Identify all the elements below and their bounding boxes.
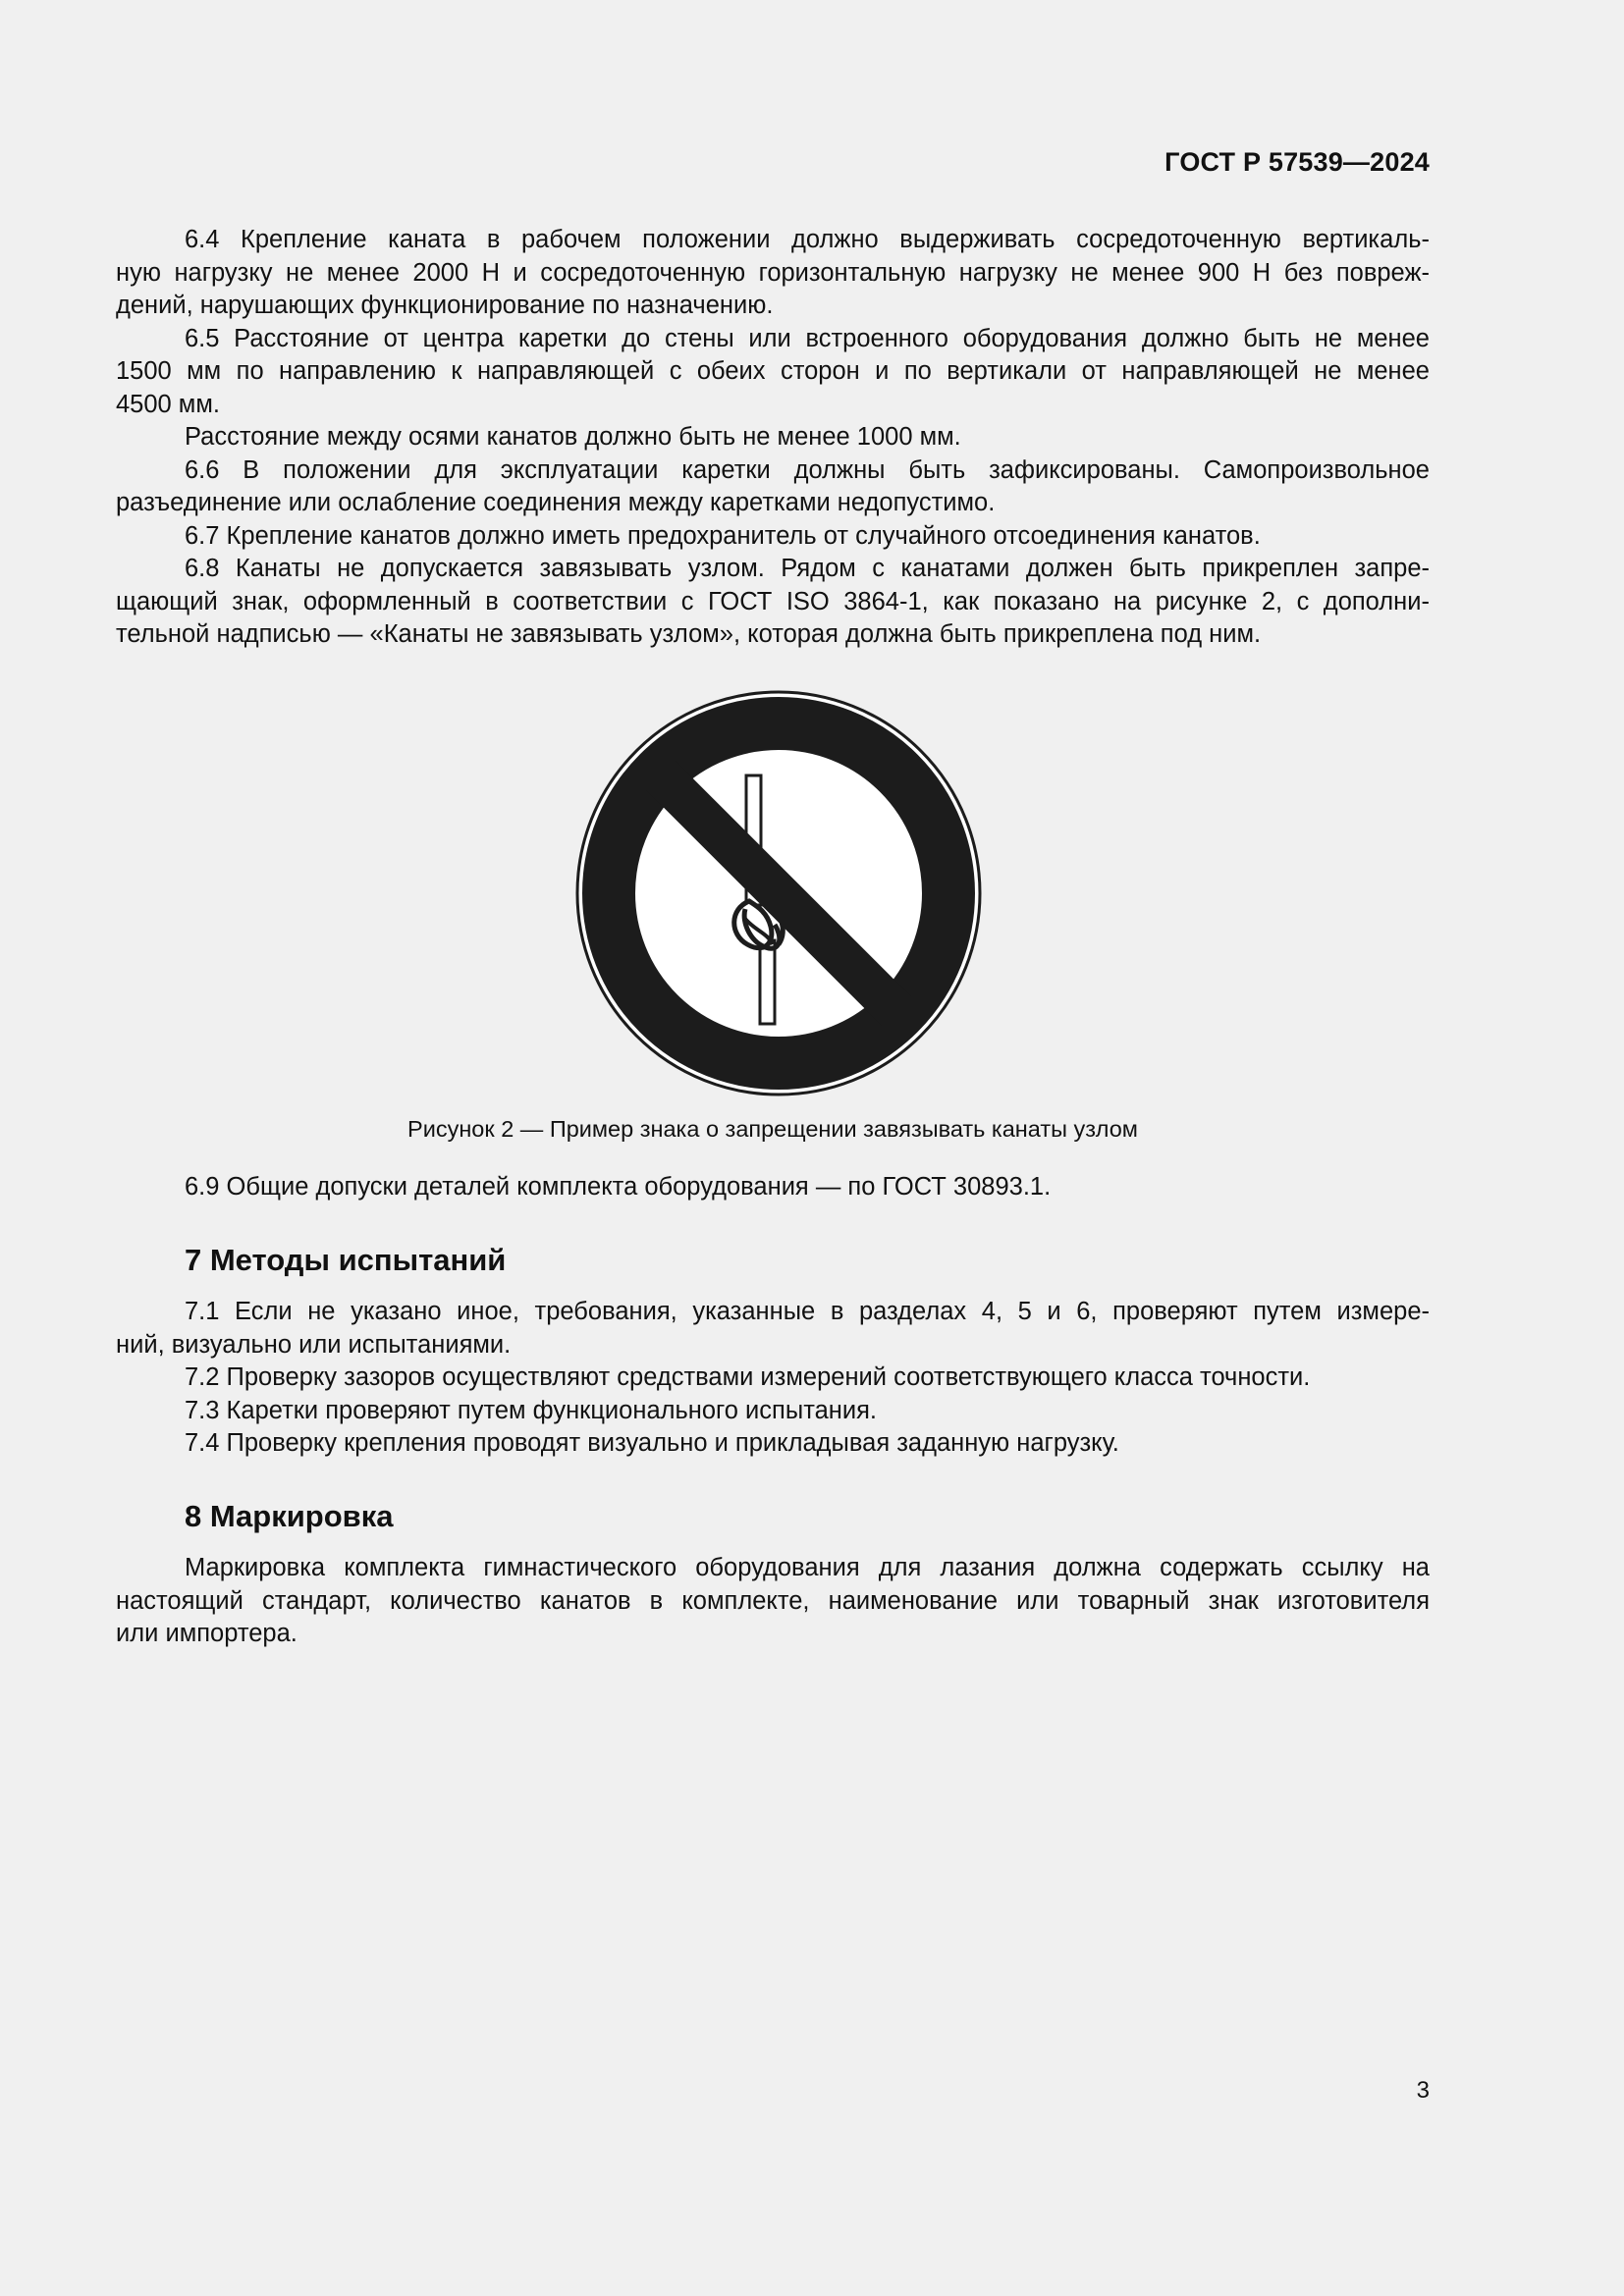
text-line: 7.3 Каретки проверяют путем функционального испытания.	[185, 1396, 877, 1424]
text-line: тельной надписью — «Канаты не завязывать узлом», которая должна быть прикреплена под ним.	[116, 620, 1262, 648]
text-line: 7.1 Если не указано иное, требования, указанные в разделах 4, 5 и 6, проверяют путем измере-	[185, 1298, 1430, 1325]
section-8-paragraph	[116, 1552, 1430, 1651]
clause-6-8	[116, 553, 1430, 652]
clause-6-4	[116, 224, 1430, 323]
prohibition-knot-sign-icon	[572, 687, 985, 1099]
page-body	[116, 224, 1430, 1651]
clause-6-9	[116, 1171, 1430, 1204]
text-line: 6.7 Крепление канатов должно иметь предохранитель от случайного отсоединения канатов.	[185, 521, 1261, 550]
clause-7-4	[116, 1427, 1430, 1461]
text-line: Расстояние между осями канатов должно быть не менее 1000 мм.	[185, 423, 961, 451]
page-number: 3	[1416, 2077, 1430, 2104]
text-line: дений, нарушающих функционирование по назначению.	[116, 292, 774, 319]
clause-6-5	[116, 323, 1430, 454]
text-line: ную нагрузку не менее 2000 Н и сосредоточенную горизонтальную нагрузку не менее 900 Н без повреж-	[116, 258, 1430, 287]
clause-7-1	[116, 1296, 1430, 1362]
text-line: 4500 мм.	[116, 390, 220, 418]
section-7-heading: 7 Методы испытаний	[185, 1242, 507, 1277]
clause-7-3	[116, 1395, 1430, 1428]
figure-caption: Рисунок 2 — Пример знака о запрещении завязывать канаты узлом	[407, 1115, 1138, 1142]
text-line: 6.4 Крепление каната в рабочем положении должно выдерживать сосредоточенную вертикаль-	[185, 226, 1430, 253]
text-line: 6.6 В положении для эксплуатации каретки должны быть зафиксированы. Самопроизвольное	[185, 455, 1430, 484]
text-line: Маркировка комплекта гимнастического оборудования для лазания должна содержать ссылку на	[185, 1554, 1430, 1581]
text-line: 1500 мм по направлению к направляющей с обеих сторон и по вертикали от направляющей не менее	[116, 357, 1430, 385]
text-line: разъединение или ослабление соединения между каретками недопустимо.	[116, 489, 996, 516]
section-8-heading: 8 Маркировка	[185, 1498, 394, 1533]
text-line: 7.2 Проверку зазоров осуществляют средствами измерений соответствующего класса точности.	[185, 1363, 1311, 1391]
text-line: или импортера.	[116, 1620, 298, 1647]
figure-2	[116, 687, 1430, 1099]
text-line: 6.8 Канаты не допускается завязывать узлом. Рядом с канатами должен быть прикреплен запре-	[185, 555, 1430, 582]
text-line: ний, визуально или испытаниями.	[116, 1330, 512, 1359]
text-line: 7.4 Проверку крепления проводят визуально и прикладывая заданную нагрузку.	[185, 1429, 1119, 1457]
text-line: 6.5 Расстояние от центра каретки до стены или встроенного оборудования должно быть не менее	[185, 324, 1430, 352]
clause-6-7	[116, 520, 1430, 554]
text-line: 6.9 Общие допуски деталей комплекта оборудования — по ГОСТ 30893.1.	[185, 1173, 1052, 1201]
text-line: настоящий стандарт, количество канатов в комплекте, наименование или товарный знак изготовителя	[116, 1586, 1430, 1615]
clause-7-2	[116, 1362, 1430, 1395]
document-code: ГОСТ Р 57539—2024	[1164, 147, 1430, 177]
text-line: щающий знак, оформленный в соответствии с ГОСТ ISO 3864-1, как показано на рисунке 2, с дополни-	[116, 587, 1430, 615]
clause-6-6	[116, 454, 1430, 520]
